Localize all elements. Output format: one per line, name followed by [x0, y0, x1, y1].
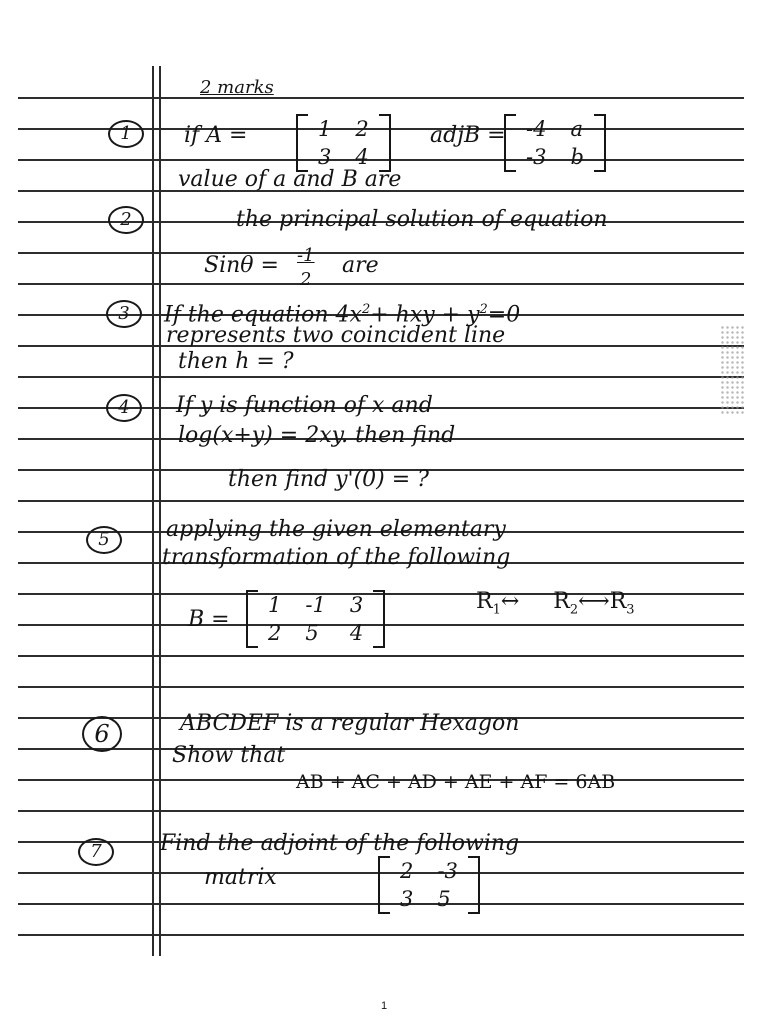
- matrix-cell: 4: [349, 621, 364, 645]
- q2-text-a: the principal solution of equation: [236, 207, 608, 232]
- matrix-cell: 2: [400, 859, 414, 883]
- question-number-5: 5: [86, 526, 122, 554]
- q5-transformation: [476, 590, 635, 622]
- q4-line-3: then find y'(0) = ?: [228, 467, 429, 492]
- q7-line-1: Find the adjoint of the following: [160, 831, 520, 856]
- question-number-1: 1: [108, 120, 144, 148]
- q3-equation-c: =0: [487, 302, 521, 328]
- q3-equation-b: + hxy + y: [370, 302, 480, 328]
- matrix-cell: 3: [318, 145, 332, 169]
- bracket-right: [379, 114, 391, 172]
- q3-exponent-b: 2: [479, 302, 488, 317]
- bracket-right: [594, 114, 606, 172]
- q1-matrix-b: [504, 114, 606, 172]
- ruled-notebook-page: [18, 66, 744, 956]
- margin-line: [152, 66, 154, 956]
- bracket-left: [504, 114, 516, 172]
- q7-line-2: matrix: [204, 865, 277, 890]
- matrix-cell: 2: [268, 621, 282, 645]
- matrix-cell: 3: [349, 593, 364, 617]
- q3-equation-a: If the equation 4x: [164, 302, 362, 328]
- question-number-7: 7: [78, 838, 114, 866]
- q3-line-2: represents two coincident line: [166, 323, 506, 348]
- q2-fraction-numerator: -1: [297, 245, 315, 266]
- matrix-cell: -4: [526, 117, 547, 141]
- matrix-cell: 3: [400, 887, 414, 911]
- q5-r: R: [553, 589, 570, 614]
- q6-vector-equation: AB + AC + AD + AE + AF = 6AB: [296, 771, 616, 793]
- q2-text-b: Sinθ =: [204, 253, 279, 278]
- matrix-cell: 2: [355, 117, 369, 141]
- matrix-cell: 1: [318, 117, 332, 141]
- matrix-cell: -3: [526, 145, 547, 169]
- q1-text-b: adjB =: [430, 123, 506, 148]
- matrix-cell: 5: [437, 887, 451, 911]
- bracket-left: [296, 114, 308, 172]
- q6-line-2: Show that: [172, 743, 286, 768]
- q5-r-sub: 1: [492, 602, 501, 618]
- q2-fraction-denominator: 2: [300, 269, 312, 290]
- bracket-right: [373, 590, 385, 648]
- q1-text-c: value of a and B are: [178, 167, 402, 192]
- bracket-right: [468, 856, 480, 914]
- q5-line-1: applying the given elementary: [166, 517, 506, 542]
- q5-arrow-1: ↔: [500, 589, 520, 614]
- question-number-4: 4: [106, 394, 142, 422]
- q4-line-1: If y is function of x and: [176, 393, 433, 418]
- matrix-cell: a: [570, 117, 583, 141]
- matrix-cell: -3: [437, 859, 458, 883]
- matrix-cell: -1: [305, 593, 326, 617]
- q5-line-2: transformation of the following: [162, 545, 511, 570]
- q6-line-1: ABCDEF is a regular Hexagon: [180, 711, 520, 736]
- q5-arrow-2: ⟷R: [578, 589, 627, 614]
- header-title: 2 marks: [200, 77, 274, 98]
- q7-matrix: [378, 856, 480, 914]
- q4-line-2: log(x+y) = 2xy. then find: [178, 423, 456, 448]
- q1-matrix-a: [296, 114, 391, 172]
- question-number-6: 6: [82, 716, 122, 752]
- bracket-left: [246, 590, 258, 648]
- q5-r-sub: 2: [569, 602, 579, 618]
- q5-r-sub: 3: [626, 602, 635, 618]
- matrix-cell: 1: [268, 593, 282, 617]
- matrix-cell: 4: [355, 145, 369, 169]
- matrix-cell: b: [570, 145, 584, 169]
- scan-noise: [720, 325, 746, 415]
- q1-text-a: if A =: [184, 123, 248, 148]
- q2-text-c: are: [342, 253, 379, 278]
- matrix-cell: 5: [305, 621, 319, 645]
- q3-line-3: then h = ?: [178, 349, 294, 374]
- page-number: 1: [380, 1000, 388, 1012]
- margin-line: [159, 66, 161, 956]
- q3-exponent-a: 2: [361, 302, 371, 317]
- bracket-left: [378, 856, 390, 914]
- question-number-3: 3: [106, 300, 142, 328]
- q5-matrix: [246, 590, 385, 648]
- question-number-2: 2: [108, 206, 144, 234]
- q5-b-label: B =: [188, 607, 230, 632]
- q5-r: R: [476, 589, 493, 614]
